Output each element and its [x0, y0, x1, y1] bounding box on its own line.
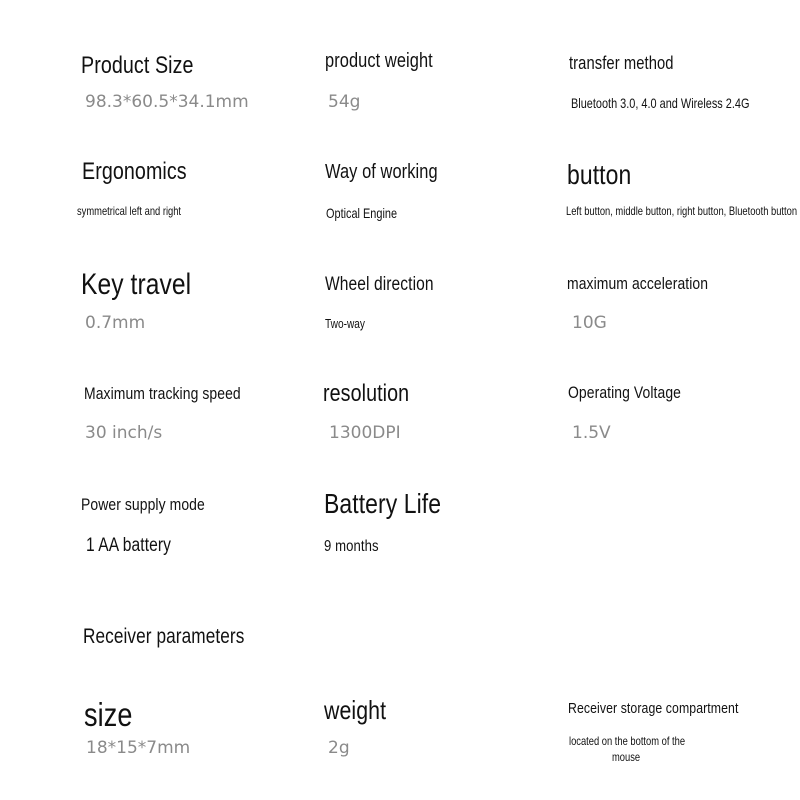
receiver-storage-label: Receiver storage compartment — [568, 700, 739, 717]
ergonomics-label: Ergonomics — [82, 158, 187, 185]
receiver-size-label: size — [84, 696, 133, 733]
product-weight-label: product weight — [325, 50, 433, 72]
button-value: Left button, middle button, right button, Bluetooth button — [566, 204, 798, 218]
max-acceleration-label: maximum acceleration — [567, 274, 709, 293]
way-of-working-value: Optical Engine — [326, 205, 398, 221]
transfer-method-value: Bluetooth 3.0, 4.0 and Wireless 2.4G — [571, 95, 750, 111]
battery-life-label: Battery Life — [324, 488, 442, 519]
resolution-value: 1300DPI — [329, 423, 401, 443]
button-label: button — [567, 159, 632, 190]
power-supply-value: 1 AA battery — [86, 535, 172, 556]
receiver-storage-value-line1: located on the bottom of the — [569, 734, 686, 748]
product-size-label: Product Size — [81, 52, 194, 79]
receiver-weight-label: weight — [324, 695, 387, 725]
power-supply-label: Power supply mode — [81, 495, 205, 514]
receiver-weight-value: 2g — [328, 738, 350, 758]
ergonomics-value: symmetrical left and right — [77, 204, 182, 218]
wheel-direction-value: Two-way — [325, 316, 366, 331]
receiver-heading: Receiver parameters — [83, 625, 245, 648]
max-acceleration-value: 10G — [572, 313, 607, 333]
receiver-size-value: 18*15*7mm — [86, 738, 191, 758]
transfer-method-label: transfer method — [569, 53, 674, 73]
wheel-direction-label: Wheel direction — [325, 274, 434, 295]
product-size-value: 98.3*60.5*34.1mm — [85, 92, 249, 112]
resolution-label: resolution — [323, 380, 410, 407]
operating-voltage-label: Operating Voltage — [568, 383, 682, 402]
key-travel-value: 0.7mm — [85, 313, 146, 333]
way-of-working-label: Way of working — [325, 161, 438, 183]
product-weight-value: 54g — [328, 92, 361, 112]
max-tracking-speed-label: Maximum tracking speed — [84, 384, 241, 403]
battery-life-value: 9 months — [324, 538, 379, 555]
key-travel-label: Key travel — [81, 268, 192, 301]
max-tracking-speed-value: 30 inch/s — [85, 423, 163, 443]
operating-voltage-value: 1.5V — [572, 423, 611, 443]
receiver-storage-value-line2: mouse — [612, 750, 641, 764]
